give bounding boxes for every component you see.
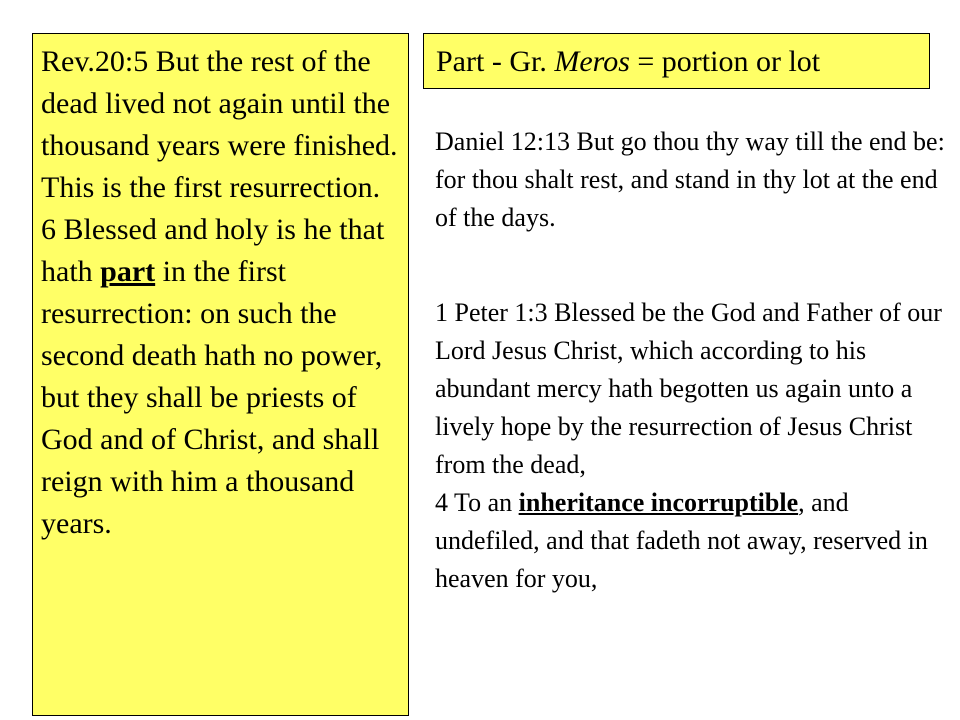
daniel-passage xyxy=(435,123,950,237)
keyword-part: part xyxy=(100,255,156,288)
greek-definition-box xyxy=(423,33,930,89)
greek-word: Meros xyxy=(554,45,630,78)
revelation-verse-5: Rev.20:5 But the rest of the dead lived not again until the thousand years were finished. This is the first resurrection. xyxy=(41,45,398,204)
revelation-verse-6-start: 6 Blessed and holy is he that hath xyxy=(41,213,385,288)
keyword-inheritance: inheritance incorruptible xyxy=(518,488,799,517)
daniel-verse: Daniel 12:13 But go thou thy way till the end be: for thou shalt rest, and stand in thy lot at the end of the days. xyxy=(435,127,945,232)
peter-verse-4-end: , and undefiled, and that fadeth not away, reserved in heaven for you, xyxy=(435,488,928,593)
peter-passage xyxy=(435,294,950,598)
peter-verse-3: 1 Peter 1:3 Blessed be the God and Father of our Lord Jesus Christ, which according to his abundant mercy hath begotten us again unto a lively hope by the resurrection of Jesus Christ from the dead, xyxy=(435,298,942,479)
peter-verse-4-start: 4 To an xyxy=(435,488,519,517)
revelation-passage-box xyxy=(32,33,409,716)
definition-prefix: Part - Gr. xyxy=(436,45,555,78)
peter-verse-4 xyxy=(435,484,950,598)
revelation-verse-6 xyxy=(41,209,400,545)
revelation-verse-6-end: in the first resurrection: on such the second death hath no power, but they shall be priests of God and of Christ, and shall reign with him a thousand years. xyxy=(41,255,383,540)
definition-suffix: = portion or lot xyxy=(629,45,821,78)
